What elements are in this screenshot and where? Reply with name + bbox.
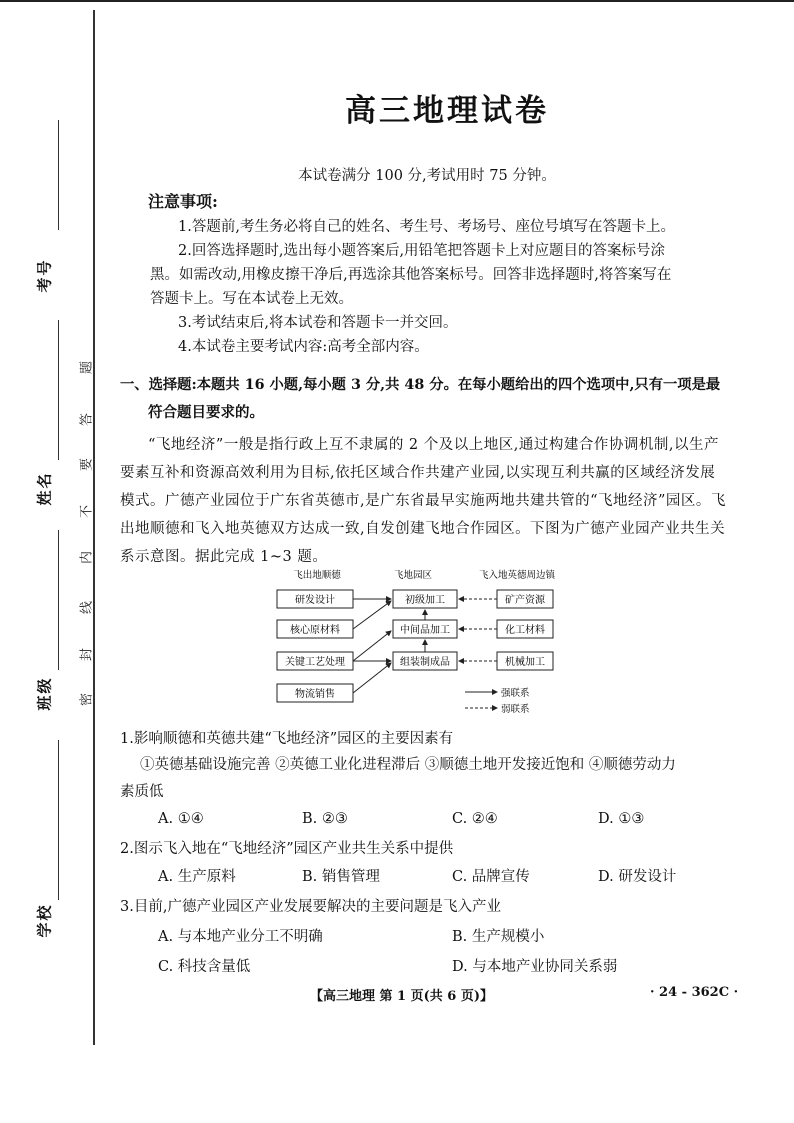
seal-char: 密: [79, 693, 95, 707]
option: C. 科技含量低: [158, 959, 251, 975]
section-heading: 一、选择题:本题共 16 小题,每小题 3 分,共 48 分。在每小题给出的四个选项中,只有一项是最: [120, 377, 721, 393]
diagram-box-label: 机械加工: [505, 657, 545, 668]
notice-line: 2.回答选择题时,选出每小题答案后,用铅笔把答题卡上对应题目的答案标号涂: [178, 243, 666, 259]
industry-symbiosis-diagram: [265, 568, 565, 718]
passage-line: “飞地经济”一般是指行政上互不隶属的 2 个及以上地区,通过构建合作协调机制,以生产: [148, 437, 719, 453]
diagram-box-label: 核心原材料: [290, 625, 340, 636]
question-stem: 1.影响顺德和英德共建“飞地经济”园区的主要因素有: [120, 731, 454, 747]
diagram-arrow: [353, 663, 391, 693]
notice-line: 3.考试结束后,将本试卷和答题卡一并交回。: [178, 315, 458, 331]
notice-line: 黑。如需改动,用橡皮擦干净后,再选涂其他答案标号。回答非选择题时,将答案写在: [150, 267, 672, 283]
option: B. 生产规模小: [452, 929, 545, 945]
option: B. ②③: [302, 811, 348, 827]
class-line: [58, 530, 59, 670]
question-items: 素质低: [120, 784, 164, 800]
diagram-box-label: 关键工艺处理: [285, 657, 345, 668]
passage-line: 系示意图。据此完成 1~3 题。: [120, 549, 328, 565]
class-label: 班级: [35, 676, 54, 711]
seal-char: 不: [79, 505, 95, 519]
notice-heading: 注意事项:: [148, 192, 218, 211]
diagram-box-label: 组装制成品: [400, 657, 450, 668]
seal-char: 答: [79, 413, 95, 427]
diagram-header: 飞入地英德周边镇: [478, 570, 556, 581]
diagram-box-label: 中间品加工: [400, 625, 450, 636]
notice-line: 1.答题前,考生务必将自己的姓名、考生号、考场号、座位号填写在答题卡上。: [178, 219, 675, 235]
seal-char: 要: [79, 458, 95, 472]
diagram-box-label: 矿产资源: [505, 595, 545, 606]
diagram-arrow: [353, 631, 391, 661]
name-line: [58, 320, 59, 460]
notice-line: 4.本试卷主要考试内容:高考全部内容。: [178, 339, 429, 355]
page-footer: 【高三地理 第 1 页(共 6 页)】: [310, 989, 494, 1004]
top-border: [0, 0, 794, 2]
seal-char: 题: [79, 361, 95, 375]
seal-char: 内: [79, 551, 95, 565]
diagram-box-label: 化工材料: [505, 625, 545, 636]
diagram-header: 飞地园区: [393, 570, 433, 581]
passage-line: 出地顺德和飞入地英德双方达成一致,自发创建飞地合作园区。下图为广德产业园产业共生关: [120, 521, 726, 537]
option: A. 生产原料: [158, 869, 236, 885]
diagram-box-label: 初级加工: [405, 595, 445, 606]
passage-line: 要素互补和资源高效利用为目标,依托区域合作共建产业园,以实现互利共赢的区域经济发展: [120, 465, 716, 481]
option: A. 与本地产业分工不明确: [158, 929, 323, 945]
intro-text: 本试卷满分 100 分,考试用时 75 分钟。: [298, 168, 556, 184]
seal-char: 封: [79, 648, 95, 662]
school-label: 学校: [35, 903, 54, 938]
option: A. ①④: [158, 811, 204, 827]
question-stem: 3.目前,广德产业园区产业发展要解决的主要问题是飞入产业: [120, 899, 501, 915]
diagram-box-label: 物流销售: [295, 689, 335, 700]
option: D. 研发设计: [598, 869, 677, 885]
seal-char: 线: [79, 601, 95, 615]
school-line: [58, 740, 59, 900]
option: B. 销售管理: [302, 869, 380, 885]
exam-no-label: 考号: [35, 258, 54, 293]
legend-strong-label: 强联系: [501, 688, 530, 699]
page-title: 高三地理试卷: [345, 93, 549, 129]
option: D. 与本地产业协同关系弱: [452, 959, 618, 975]
question-stem: 2.图示飞入地在“飞地经济”园区产业共生关系中提供: [120, 841, 454, 857]
name-label: 姓名: [35, 471, 54, 506]
question-items: ①英德基础设施完善 ②英德工业化进程滞后 ③顺德土地开发接近饱和 ④顺德劳动力: [140, 757, 676, 773]
passage-line: 模式。广德产业园位于广东省英德市,是广东省最早实施两地共建共管的“飞地经济”园区。飞: [120, 493, 726, 509]
legend-weak-label: 弱联系: [501, 704, 530, 715]
diagram-arrow: [353, 601, 391, 629]
option: C. ②④: [452, 811, 498, 827]
diagram-box-label: 研发设计: [295, 595, 335, 606]
diagram-header: 飞出地顺德: [293, 570, 341, 581]
paper-code: · 24 - 362C ·: [650, 985, 739, 1000]
section-heading-cont: 符合题目要求的。: [148, 404, 264, 421]
option: D. ①③: [598, 811, 645, 827]
option: C. 品牌宣传: [452, 869, 530, 885]
notice-line: 答题卡上。写在本试卷上无效。: [150, 291, 353, 307]
